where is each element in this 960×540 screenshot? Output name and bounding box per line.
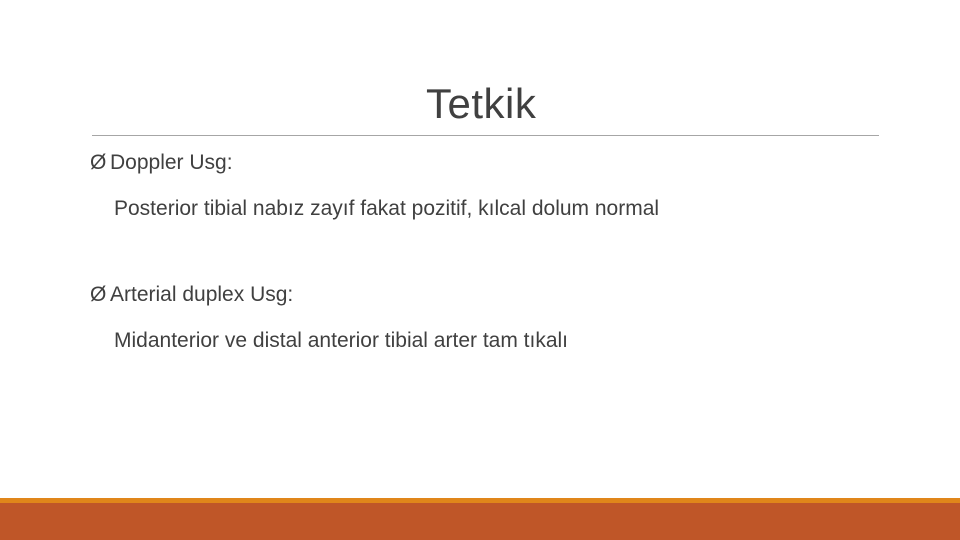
list-item [90, 280, 890, 356]
bullet-heading-line [90, 148, 890, 178]
item-detail: Posterior tibial nabız zayıf fakat pozitif, kılcal dolum normal [114, 197, 660, 220]
list-item [90, 148, 890, 224]
footer-bar [0, 503, 960, 540]
arrow-bullet-icon: Ø [90, 151, 107, 174]
item-heading: Arterial duplex Usg: [110, 283, 294, 306]
title-divider [92, 135, 879, 136]
item-detail: Midanterior ve distal anterior tibial arter tam tıkalı [114, 329, 569, 352]
item-heading: Doppler Usg: [110, 151, 233, 174]
slide-title: Tetkik [426, 80, 537, 127]
arrow-bullet-icon: Ø [90, 283, 107, 306]
bullet-heading-line [90, 280, 890, 310]
